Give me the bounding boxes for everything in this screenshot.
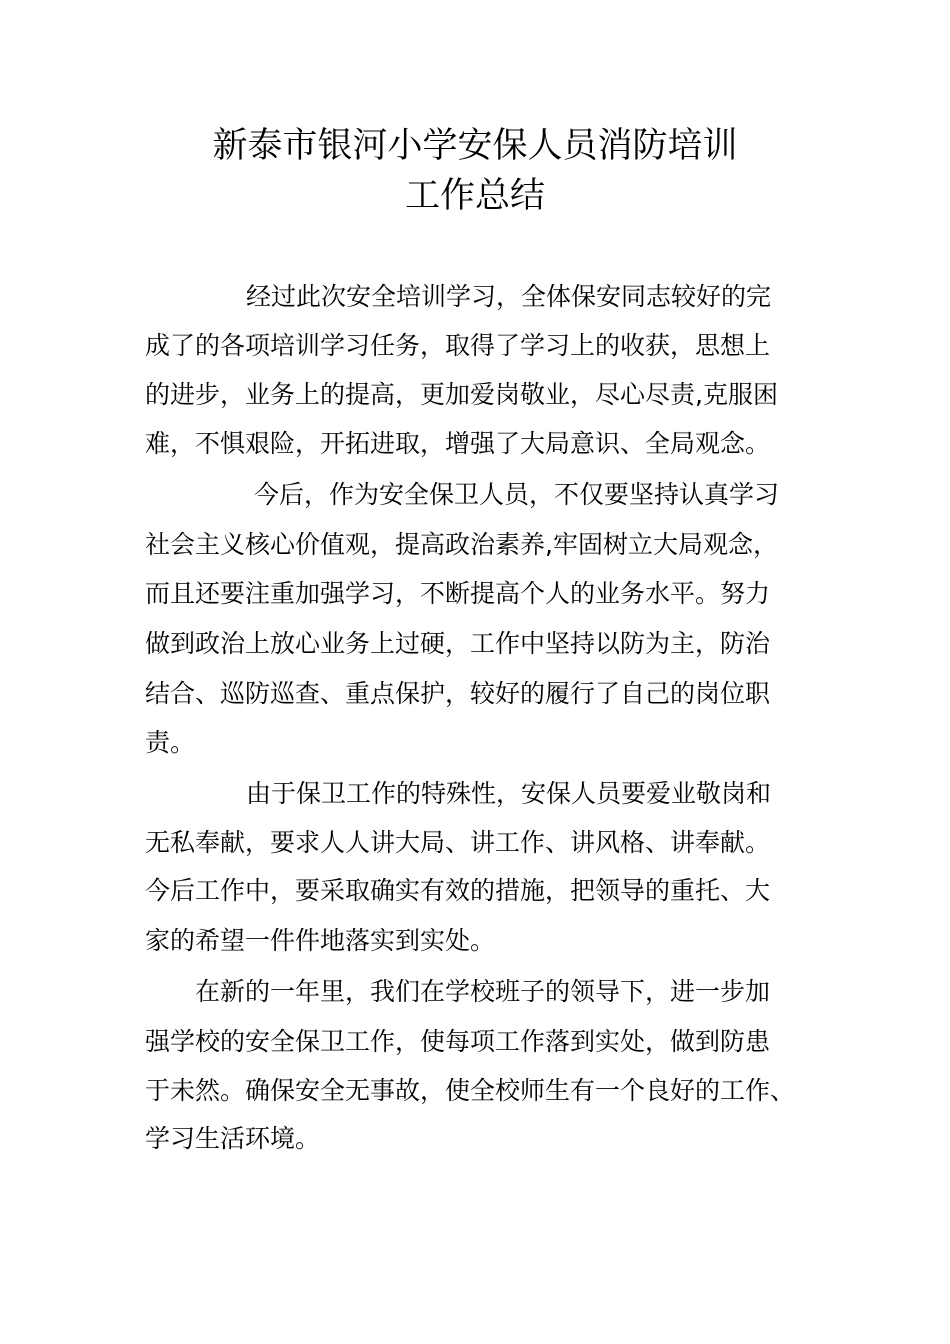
document-title-line-1: 新泰市银河小学安保人员消防培训 xyxy=(212,126,738,166)
paragraph-4-line-2: 强学校的安全保卫工作，使每项工作落到实处，做到防患 xyxy=(145,1027,771,1056)
paragraph-2-line-4: 做到政治上放心业务上过硬，工作中坚持以防为主，防治 xyxy=(145,629,771,658)
paragraph-3-line-3: 今后工作中，要采取确实有效的措施，把领导的重托、大 xyxy=(145,876,771,905)
paragraph-3-line-1: 由于保卫工作的特殊性，安保人员要爱业敬岗和 xyxy=(246,779,772,808)
paragraph-2-line-1: 今后，作为安全保卫人员，不仅要坚持认真学习 xyxy=(254,480,780,509)
paragraph-2-line-5: 结合、巡防巡查、重点保护，较好的履行了自己的岗位职 xyxy=(145,679,771,708)
paragraph-4-line-4: 学习生活环境。 xyxy=(145,1124,321,1153)
paragraph-1-line-1: 经过此次安全培训学习，全体保安同志较好的完 xyxy=(246,282,772,311)
paragraph-3-line-2: 无私奉献，要求人人讲大局、讲工作、讲风格、讲奉献。 xyxy=(145,828,771,857)
paragraph-1-line-4: 难，不惧艰险，开拓进取，增强了大局意识、全局观念。 xyxy=(145,429,771,458)
paragraph-2-line-6: 责。 xyxy=(145,728,196,757)
paragraph-1-line-2: 成了的各项培训学习任务，取得了学习上的收获，思想上 xyxy=(145,331,771,360)
paragraph-2-line-2: 社会主义核心价值观，提高政治素养,牢固树立大局观念， xyxy=(145,530,778,559)
paragraph-4-line-3: 于未然。确保安全无事故，使全校师生有一个良好的工作、 xyxy=(145,1076,796,1105)
paragraph-4-line-1: 在新的一年里，我们在学校班子的领导下，进一步加 xyxy=(195,977,771,1006)
paragraph-3-line-4: 家的希望一件件地落实到实处。 xyxy=(145,926,496,955)
document-title-line-2: 工作总结 xyxy=(404,176,545,216)
paragraph-1-line-3: 的进步，业务上的提高，更加爱岗敬业，尽心尽责,克服困 xyxy=(145,380,778,409)
paragraph-2-line-3: 而且还要注重加强学习，不断提高个人的业务水平。努力 xyxy=(145,579,771,608)
